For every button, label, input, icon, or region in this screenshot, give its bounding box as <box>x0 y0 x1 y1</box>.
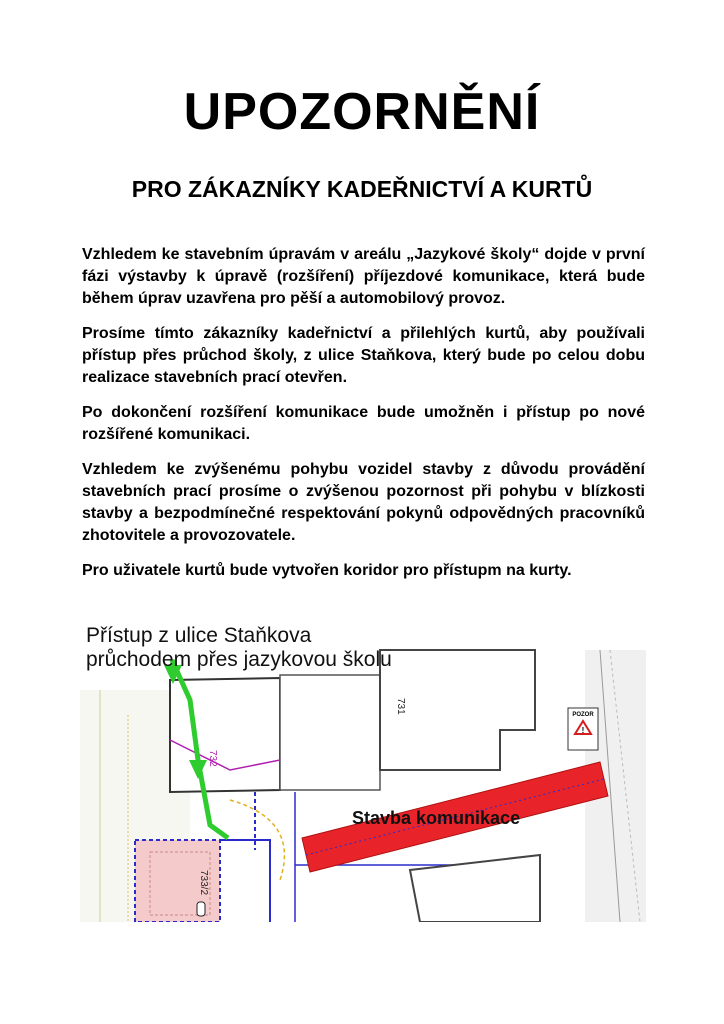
access-label-line2: průchodem přes jazykovou školu <box>86 648 392 671</box>
construction-label: Stavba komunikace <box>352 808 521 828</box>
paragraph-court-corridor: Pro uživatele kurtů bude vytvořen koridor pro přístupm na kurty. <box>82 562 572 579</box>
parcel-731-label: 731 <box>395 698 406 715</box>
site-map-drawing <box>80 620 646 922</box>
parcel-7332-label: 733/2 <box>198 870 209 896</box>
notice-subtitle: PRO ZÁKAZNÍKY KADEŘNICTVÍ A KURTŮ <box>131 176 593 202</box>
site-map <box>80 620 646 922</box>
paragraph-alternative-access: Prosíme tímto zákazníky kadeřnictví a přilehlých kurtů, aby používali přístup přes průchod školy, z ulice Staňkova, který bude po celou dobu realizace stavebních prací otevřen. <box>82 325 645 386</box>
paragraph-after-completion: Po dokončení rozšíření komunikace bude umožněn i přístup po nové rozšířené komunikaci. <box>82 404 645 443</box>
paragraph-safety: Vzhledem ke zvýšenému pohybu vozidel stavby z důvodu provádění stavebních prací prosíme o zvýšenou pozornost při pohybu v blízkosti stavby a bezpodmínečné respektování pokynů odpovědných pracovníků zhotovitele a provozovatele. <box>82 461 645 544</box>
notice-title: UPOZORNĚNÍ <box>183 83 541 141</box>
parcel-732-label: 732 <box>207 750 218 767</box>
notice-body <box>82 244 645 595</box>
svg-text:!: ! <box>581 726 585 735</box>
paragraph-closure: Vzhledem ke stavebním úpravám v areálu „Jazykové školy“ dojde v první fázi výstavby k úpravě (rozšíření) příjezdové komunikace, která bude během úprav uzavřena pro pěší a automobilový provoz. <box>82 246 645 307</box>
access-label-line1: Přístup z ulice Staňkova <box>86 624 312 647</box>
warning-sign-label: POZOR <box>572 712 594 718</box>
